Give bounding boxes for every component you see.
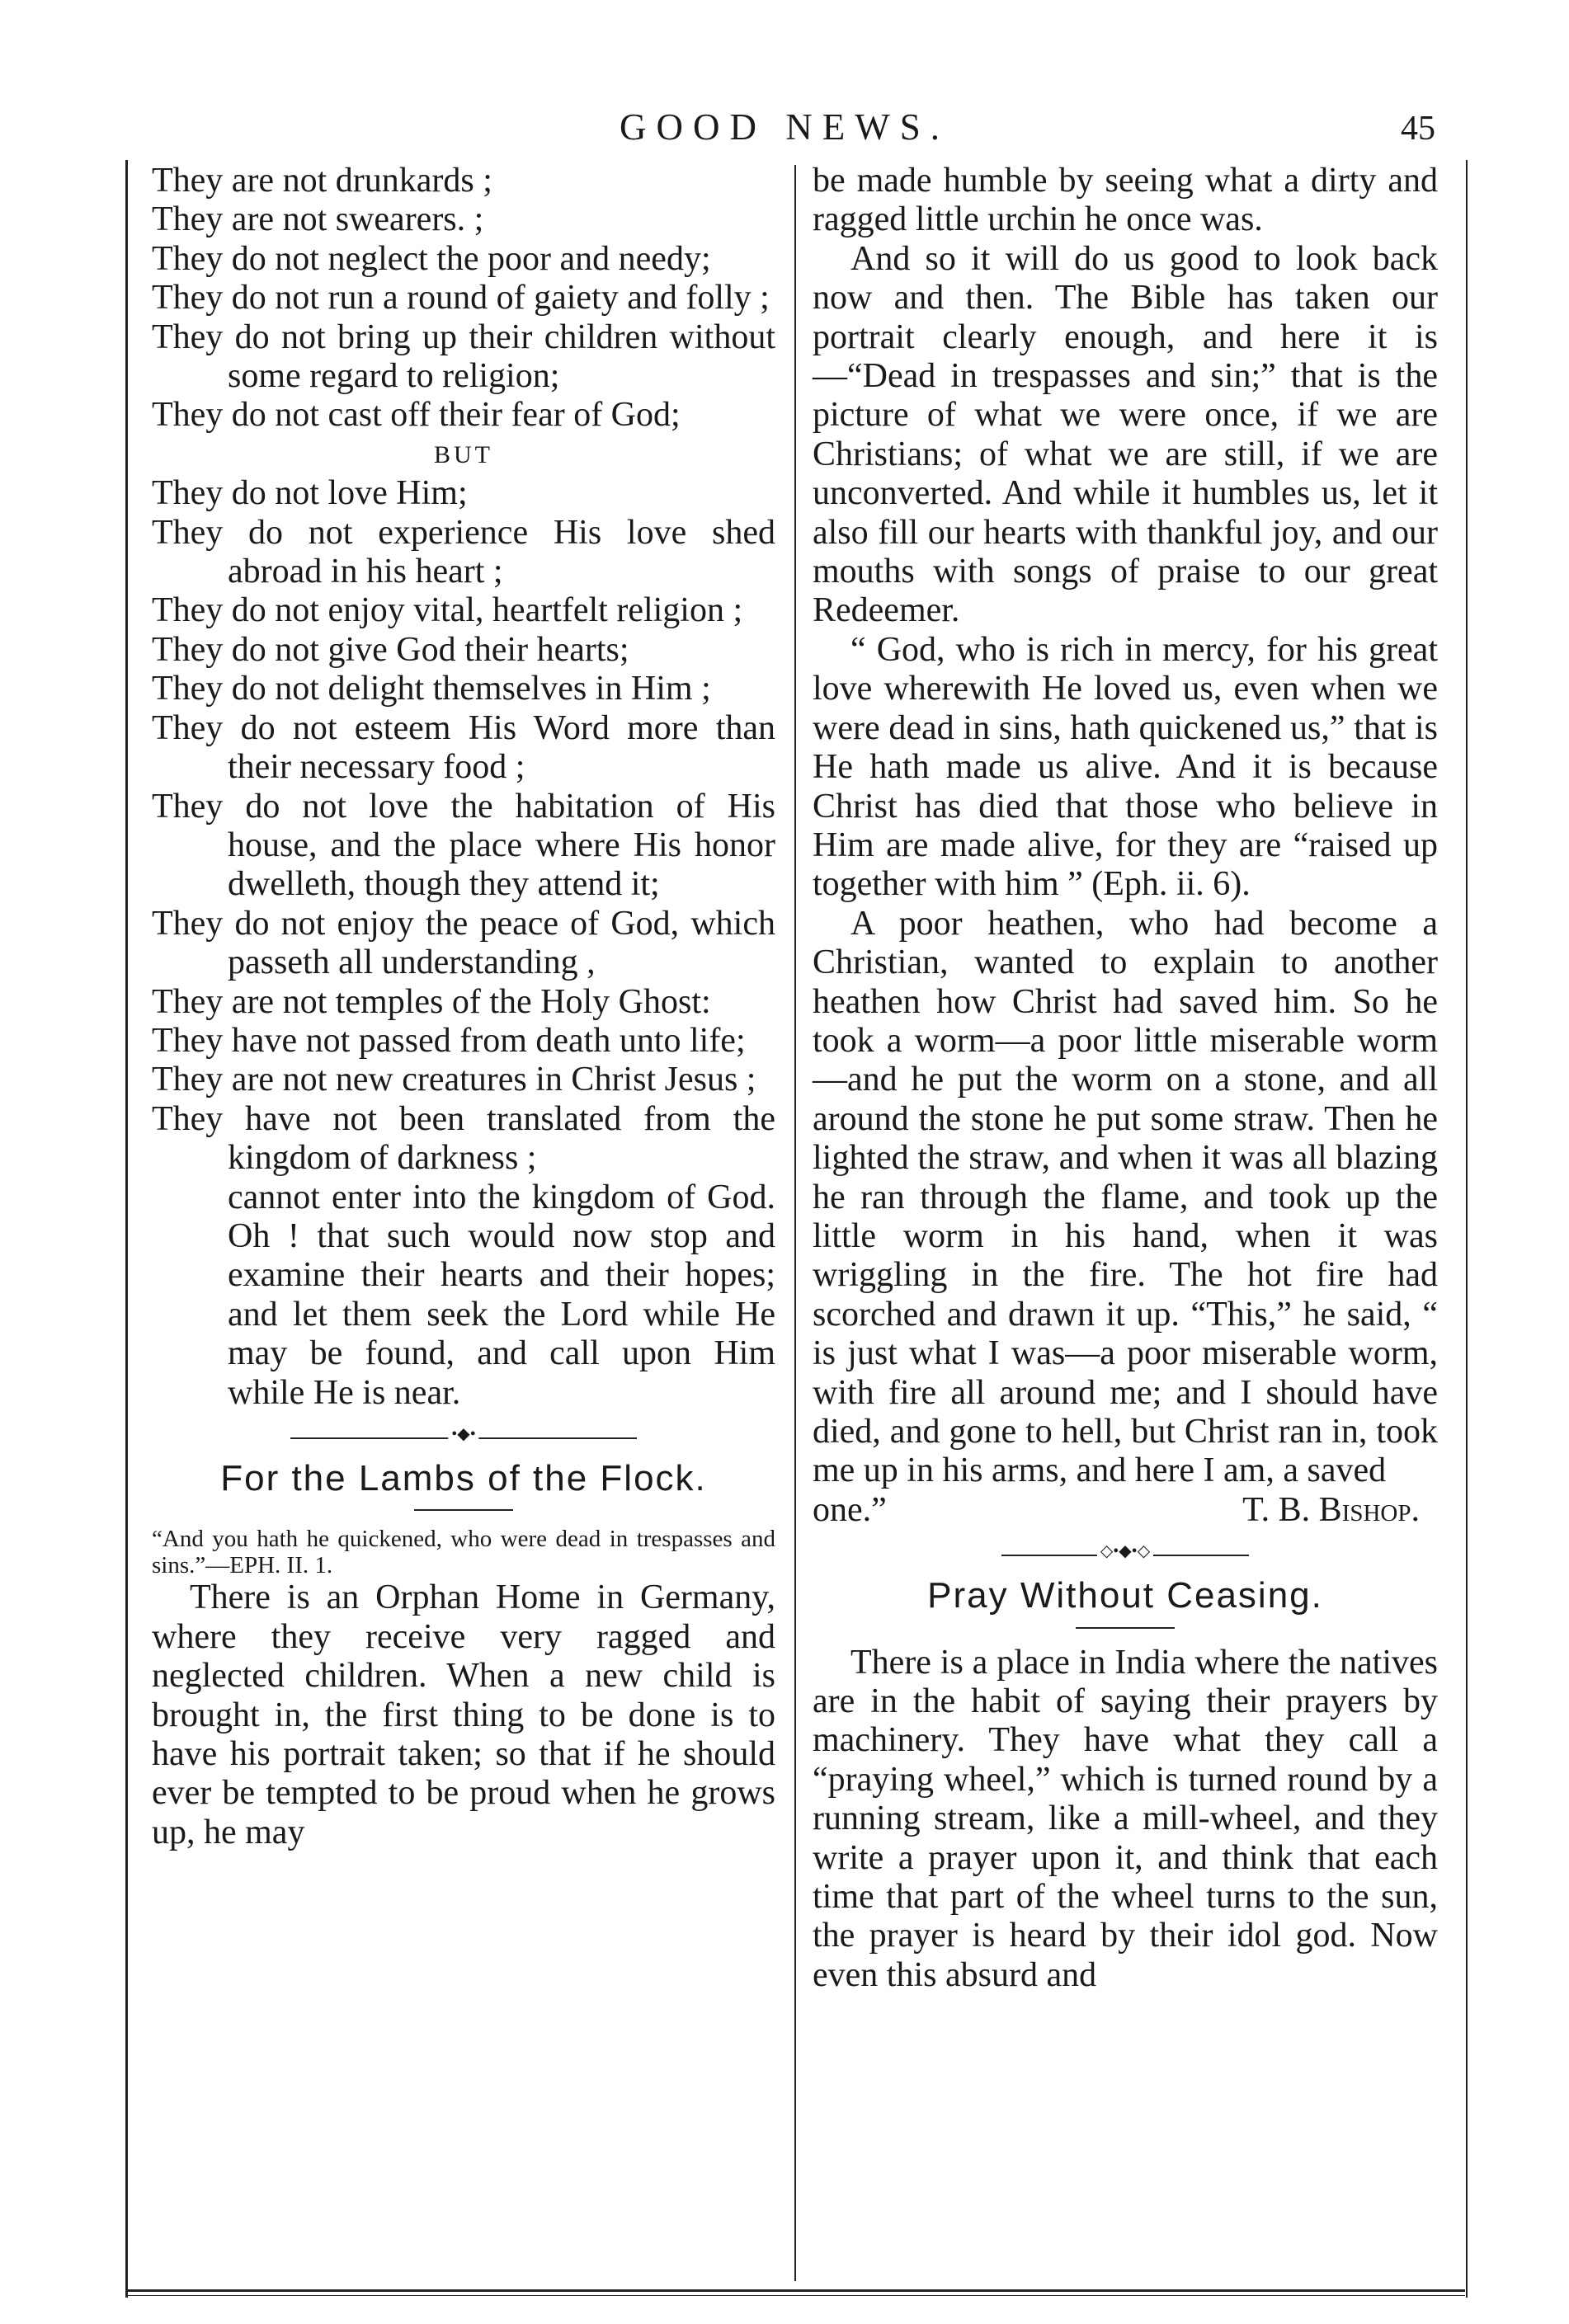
list-item: They are not swearers. ;: [152, 200, 484, 239]
running-header: GOOD NEWS.: [620, 106, 949, 148]
list-item: They do not neglect the poor and needy;: [152, 239, 711, 278]
author-signature: T. B. Bishop.: [1242, 1490, 1420, 1529]
list-item: They do not give God their hearts;: [152, 630, 629, 669]
ornament-glyph: •◆•: [448, 1424, 478, 1444]
list-item: They have not been translated from the kingdom of darkness ;: [152, 1099, 775, 1178]
section-ornament: [290, 1425, 637, 1443]
list-item: They do not experience His love shed abroad in his heart ;: [152, 513, 775, 591]
right-column: [813, 162, 1438, 1995]
body-paragraph: There is a place in India where the natives are in the habit of saying their prayers by machinery. They have what they call a “praying wheel,” which is turned round by a running stream, like a mill-wheel, and they write a prayer upon it, and think that each time that part of the wheel turns to the sun, the prayer is heard by their idol god. Now even this absurd and: [813, 1643, 1438, 1994]
epigraph: “And you hath he quickened, who were dead in trespasses and sins.”—EPH. II. 1.: [152, 1526, 775, 1579]
body-paragraph: “ God, who is rich in mercy, for his great love wherewith He loved us, even when we were dead in sins, hath quickened us,” that is He hath made us alive. And it is because Christ has died that those who believe in Him are made alive, for they are “raised up together with him ” (Eph. ii. 6).: [813, 630, 1438, 904]
list-item: They do not love Him;: [152, 474, 468, 513]
list-item: They do not love the habitation of His house, and the place where His honor dwelleth, though they attend it;: [152, 787, 775, 904]
continuation-paragraph: be made humble by seeing what a dirty and ragged little urchin he once was.: [813, 162, 1438, 239]
section-ornament: [1001, 1542, 1249, 1561]
closing-word: one.”: [813, 1490, 887, 1529]
but-label: BUT: [434, 440, 493, 468]
list-item: They do not bring up their children without some regard to religion;: [152, 318, 775, 396]
list-item: They are not drunkards ;: [152, 162, 492, 200]
short-rule: [414, 1509, 513, 1511]
left-column: [152, 162, 775, 1852]
ornament-glyph: ◇•◆•◇: [1097, 1541, 1153, 1561]
column-divider: [794, 165, 796, 2281]
section-heading: For the Lambs of the Flock.: [220, 1458, 707, 1498]
list-item: They do not enjoy vital, heartfelt religion ;: [152, 591, 743, 630]
list-item: They do not delight themselves in Him ;: [152, 670, 711, 708]
body-paragraph: There is an Orphan Home in Germany, where they receive very ragged and neglected children. When a new child is brought in, the first thing to be done is to have his portrait taken; so that if he should ever be tempted to be proud when he grows up, he may: [152, 1578, 775, 1851]
list-item: They are not new creatures in Christ Jesus ;: [152, 1061, 756, 1099]
section-heading: Pray Without Ceasing.: [927, 1575, 1323, 1616]
list-item: They do not run a round of gaiety and folly ;: [152, 279, 770, 318]
list-item: They do not cast off their fear of God;: [152, 396, 681, 435]
short-rule: [1076, 1627, 1175, 1629]
body-paragraph: And so it will do us good to look back now and then. The Bible has taken our portrait clearly enough, and here it is—“Dead in trespasses and sin;” that is the picture of what we were once, if we are Christians; of what we are still, if we are unconverted. And while it humbles us, let it also fill our hearts with thankful joy, and our mouths with songs of praise to our great Redeemer.: [813, 239, 1438, 630]
list-item: They are not temples of the Holy Ghost:: [152, 982, 711, 1021]
body-paragraph: A poor heathen, who had become a Christian, wanted to explain to another heathen how Christ had saved him. So he took a worm—a poor little miserable worm—and he put the worm on a stone, and all around the stone he put some straw. Then he lighted the straw, and when it was all blazing he ran through the flame, and took up the little worm in his hand, when it was wriggling in the fire. The hot fire had scorched and drawn it up. “This,” he said, “ is just what I was—a poor miserable worm, with fire all around me; and I should have died, and gone to hell, but Christ ran in, took me up in his arms, and here I am, a saved: [813, 904, 1438, 1490]
list-item: They have not passed from death unto life;: [152, 1021, 746, 1060]
list-item: They do not esteem His Word more than their necessary food ;: [152, 708, 775, 787]
closing-paragraph: cannot enter into the kingdom of God. Oh ! that such would now stop and examine their hearts and their hopes; and let them seek the Lord while He may be found, and call upon Him while He is near.: [228, 1178, 775, 1412]
bottom-rule: [125, 2289, 1465, 2296]
page-number: 45: [1401, 110, 1435, 148]
list-item: They do not enjoy the peace of God, which passeth all understanding ,: [152, 904, 775, 982]
signature-line: [813, 1491, 1438, 1530]
